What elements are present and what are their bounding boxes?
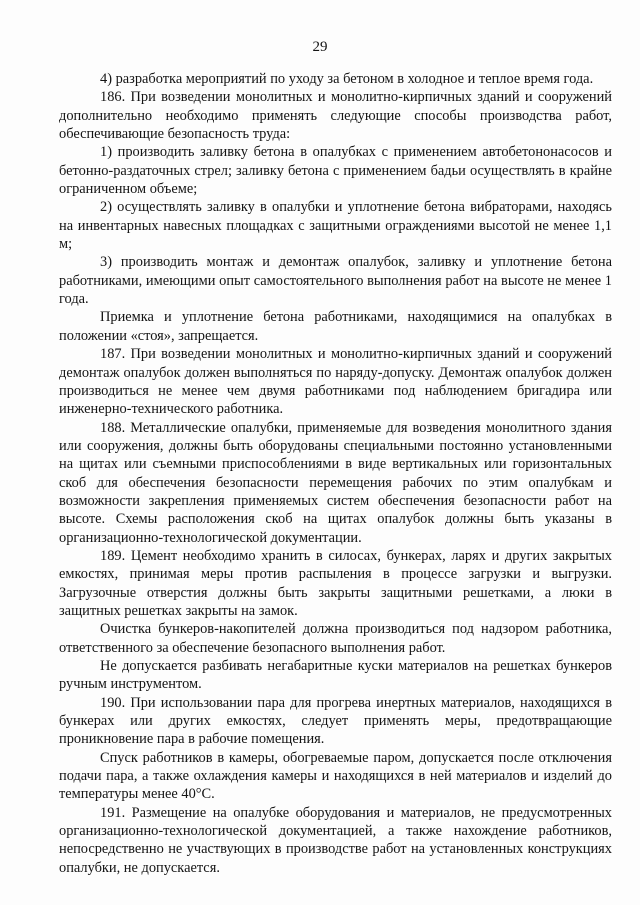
paragraph-191: 191. Размещение на опалубке оборудования и материалов, не предусмотренных организационно-технологической документацией, а также нахождение работников, непосредственно не участвующих в производстве работ на установленных конструкциях опалубки, не допускается.: [59, 804, 612, 876]
paragraph-item-4-continuation: 4) разработка мероприятий по уходу за бетоном в холодное и теплое время года.: [100, 71, 594, 87]
paragraph-186: 186. При возведении монолитных и монолитно-кирпичных зданий и сооружений дополнительно необходимо применять следующие способы производства работ, обеспечивающие безопасность труда:: [59, 89, 612, 143]
page-number: 29: [312, 39, 328, 55]
paragraph-186-item-2: 2) осуществлять заливку в опалубки и уплотнение бетона вибраторами, находясь на инвентарных навесных площадках с защитными ограждениями высотой не менее 1,1 м;: [59, 199, 612, 253]
paragraph-190-descent: Спуск работников в камеры, обогреваемые паром, допускается после отключения подачи пара, а также охлаждения камеры и находящихся в ней материалов и изделий до температуры менее 40°С.: [59, 749, 612, 803]
paragraph-190: 190. При использовании пара для прогрева инертных материалов, находящихся в бункерах или других емкостях, следует применять меры, предотвращающие проникновение пара в рабочие помещения.: [59, 694, 612, 748]
paragraph-186-item-3: 3) производить монтаж и демонтаж опалубок, заливку и уплотнение бетона работниками, имеющими опыт самостоятельного выполнения работ на высоте не менее 1 года.: [59, 254, 612, 308]
paragraph-189-cleaning: Очистка бункеров-накопителей должна производиться под надзором работника, ответственного за обеспечение безопасного выполнения работ.: [59, 621, 612, 656]
paragraph-188: 188. Металлические опалубки, применяемые для возведения монолитного здания или сооружения, должны быть оборудованы специальными постоянно установленными на щитах или съемными приспособлениями в виде вертикальных или горизонтальных скоб для обеспечения безопасности перемещения рабочих по этим опалубкам и возможности закрепления применяемых систем обеспечения безопасности работ на высоте. Схемы расположения скоб на щитах опалубок должны быть указаны в организационно-технологической документации.: [59, 419, 612, 546]
paragraph-189-prohibition: Не допускается разбивать негабаритные куски материалов на решетках бункеров ручным инструментом.: [59, 658, 612, 693]
paragraph-186-item-1: 1) производить заливку бетона в опалубках с применением автобетононасосов и бетонно-раздаточных стрел; заливку бетона с применением бадьи осуществлять в крайне ограниченном объеме;: [59, 144, 612, 198]
paragraph-186-note: Приемка и уплотнение бетона работниками, находящимися на опалубках в положении «стоя», запрещается.: [59, 309, 612, 344]
document-body: [59, 70, 612, 877]
paragraph-189: 189. Цемент необходимо хранить в силосах, бункерах, ларях и других закрытых емкостях, принимая меры против распыления в процессе загрузки и выгрузки. Загрузочные отверстия должны быть закрыты защитными решетками, а люки в защитных решетках закрыты на замок.: [59, 547, 612, 619]
paragraph-187: 187. При возведении монолитных и монолитно-кирпичных зданий и сооружений демонтаж опалубок должен выполняться по наряду-допуску. Демонтаж опалубок должен производиться не менее чем двумя работниками под наблюдением бригадира или инженерно-технического работника.: [59, 346, 612, 418]
